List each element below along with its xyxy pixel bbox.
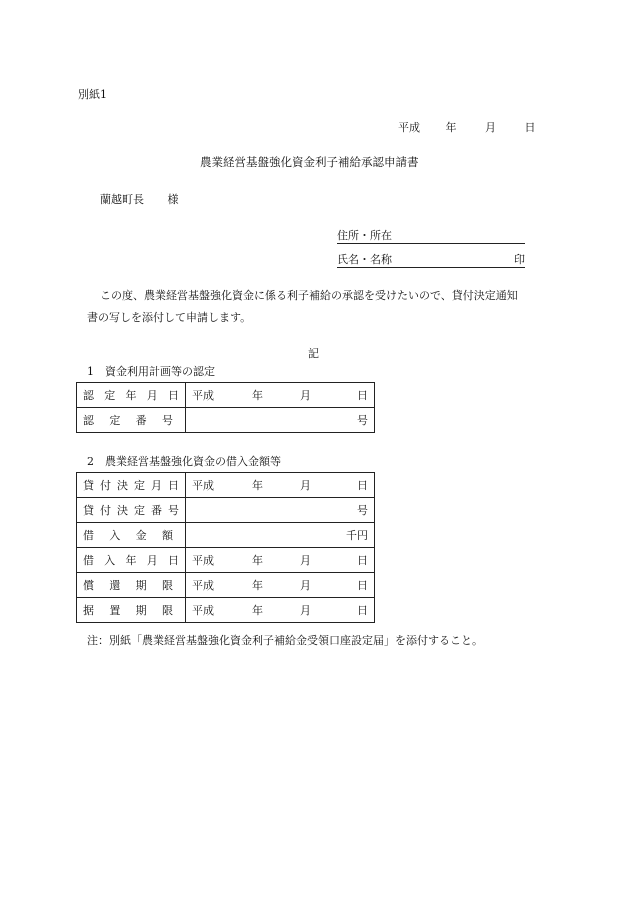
ki-marker: 記 xyxy=(308,347,319,360)
table-row xyxy=(77,408,375,433)
body-line-2: 書の写しを添付して申請します。 xyxy=(87,311,252,324)
name-field[interactable] xyxy=(337,251,525,268)
table-row xyxy=(77,573,375,598)
addressee-name: 蘭越町長 xyxy=(100,193,144,206)
address-field[interactable] xyxy=(337,227,525,244)
grace-period-deadline-cell[interactable]: 平成 年 月 日 xyxy=(186,598,375,623)
table-row xyxy=(77,548,375,573)
row-label: 償 還 期 限 xyxy=(77,573,186,598)
address-label: 住所・所在 xyxy=(337,229,392,242)
attachment-note: 注：別紙「農業経営基盤強化資金利子補給金受領口座設定届」を添付すること。 xyxy=(87,634,483,647)
section1-heading: 1 資金利用計画等の認定 xyxy=(87,365,215,378)
document-title: 農業経営基盤強化資金利子補給承認申請書 xyxy=(200,155,419,169)
table-row xyxy=(77,498,375,523)
row-label: 借 入 年 月 日 xyxy=(77,548,186,573)
addressee-honorific: 様 xyxy=(167,193,179,206)
date-era: 平成 xyxy=(398,121,420,134)
loan-amount-cell[interactable]: 千円 xyxy=(186,523,375,548)
approval-date-cell[interactable]: 平成 年 月 日 xyxy=(186,383,375,408)
addressee xyxy=(100,191,179,207)
row-label: 貸 付 決 定 月 日 xyxy=(77,473,186,498)
repayment-deadline-cell[interactable]: 平成 年 月 日 xyxy=(186,573,375,598)
row-label: 認 定 年 月 日 xyxy=(77,383,186,408)
table-row xyxy=(77,598,375,623)
section2-heading: 2 農業経営基盤強化資金の借入金額等 xyxy=(87,455,281,468)
approval-number-cell[interactable]: 号 xyxy=(186,408,375,433)
table-row xyxy=(77,383,375,408)
body-line-1: この度、農業経営基盤強化資金に係る利子補給の承認を受けたいので、貸付決定通知 xyxy=(100,289,518,302)
row-label: 認 定 番 号 xyxy=(77,408,186,433)
row-label: 据 置 期 限 xyxy=(77,598,186,623)
approval-table xyxy=(76,382,375,433)
date-month: 月 xyxy=(485,121,496,134)
document-date xyxy=(398,119,536,135)
loan-decision-date-cell[interactable]: 平成 年 月 日 xyxy=(186,473,375,498)
seal-mark: 印 xyxy=(514,253,525,266)
borrowing-date-cell[interactable]: 平成 年 月 日 xyxy=(186,548,375,573)
row-label: 貸 付 決 定 番 号 xyxy=(77,498,186,523)
table-row xyxy=(77,473,375,498)
loan-table xyxy=(76,472,375,623)
table-row xyxy=(77,523,375,548)
row-label: 借 入 金 額 xyxy=(77,523,186,548)
date-year: 年 xyxy=(445,121,457,134)
name-label: 氏名・名称 xyxy=(337,253,392,266)
attachment-label: 別紙1 xyxy=(78,88,107,101)
loan-decision-number-cell[interactable]: 号 xyxy=(186,498,375,523)
date-day: 日 xyxy=(524,121,536,134)
